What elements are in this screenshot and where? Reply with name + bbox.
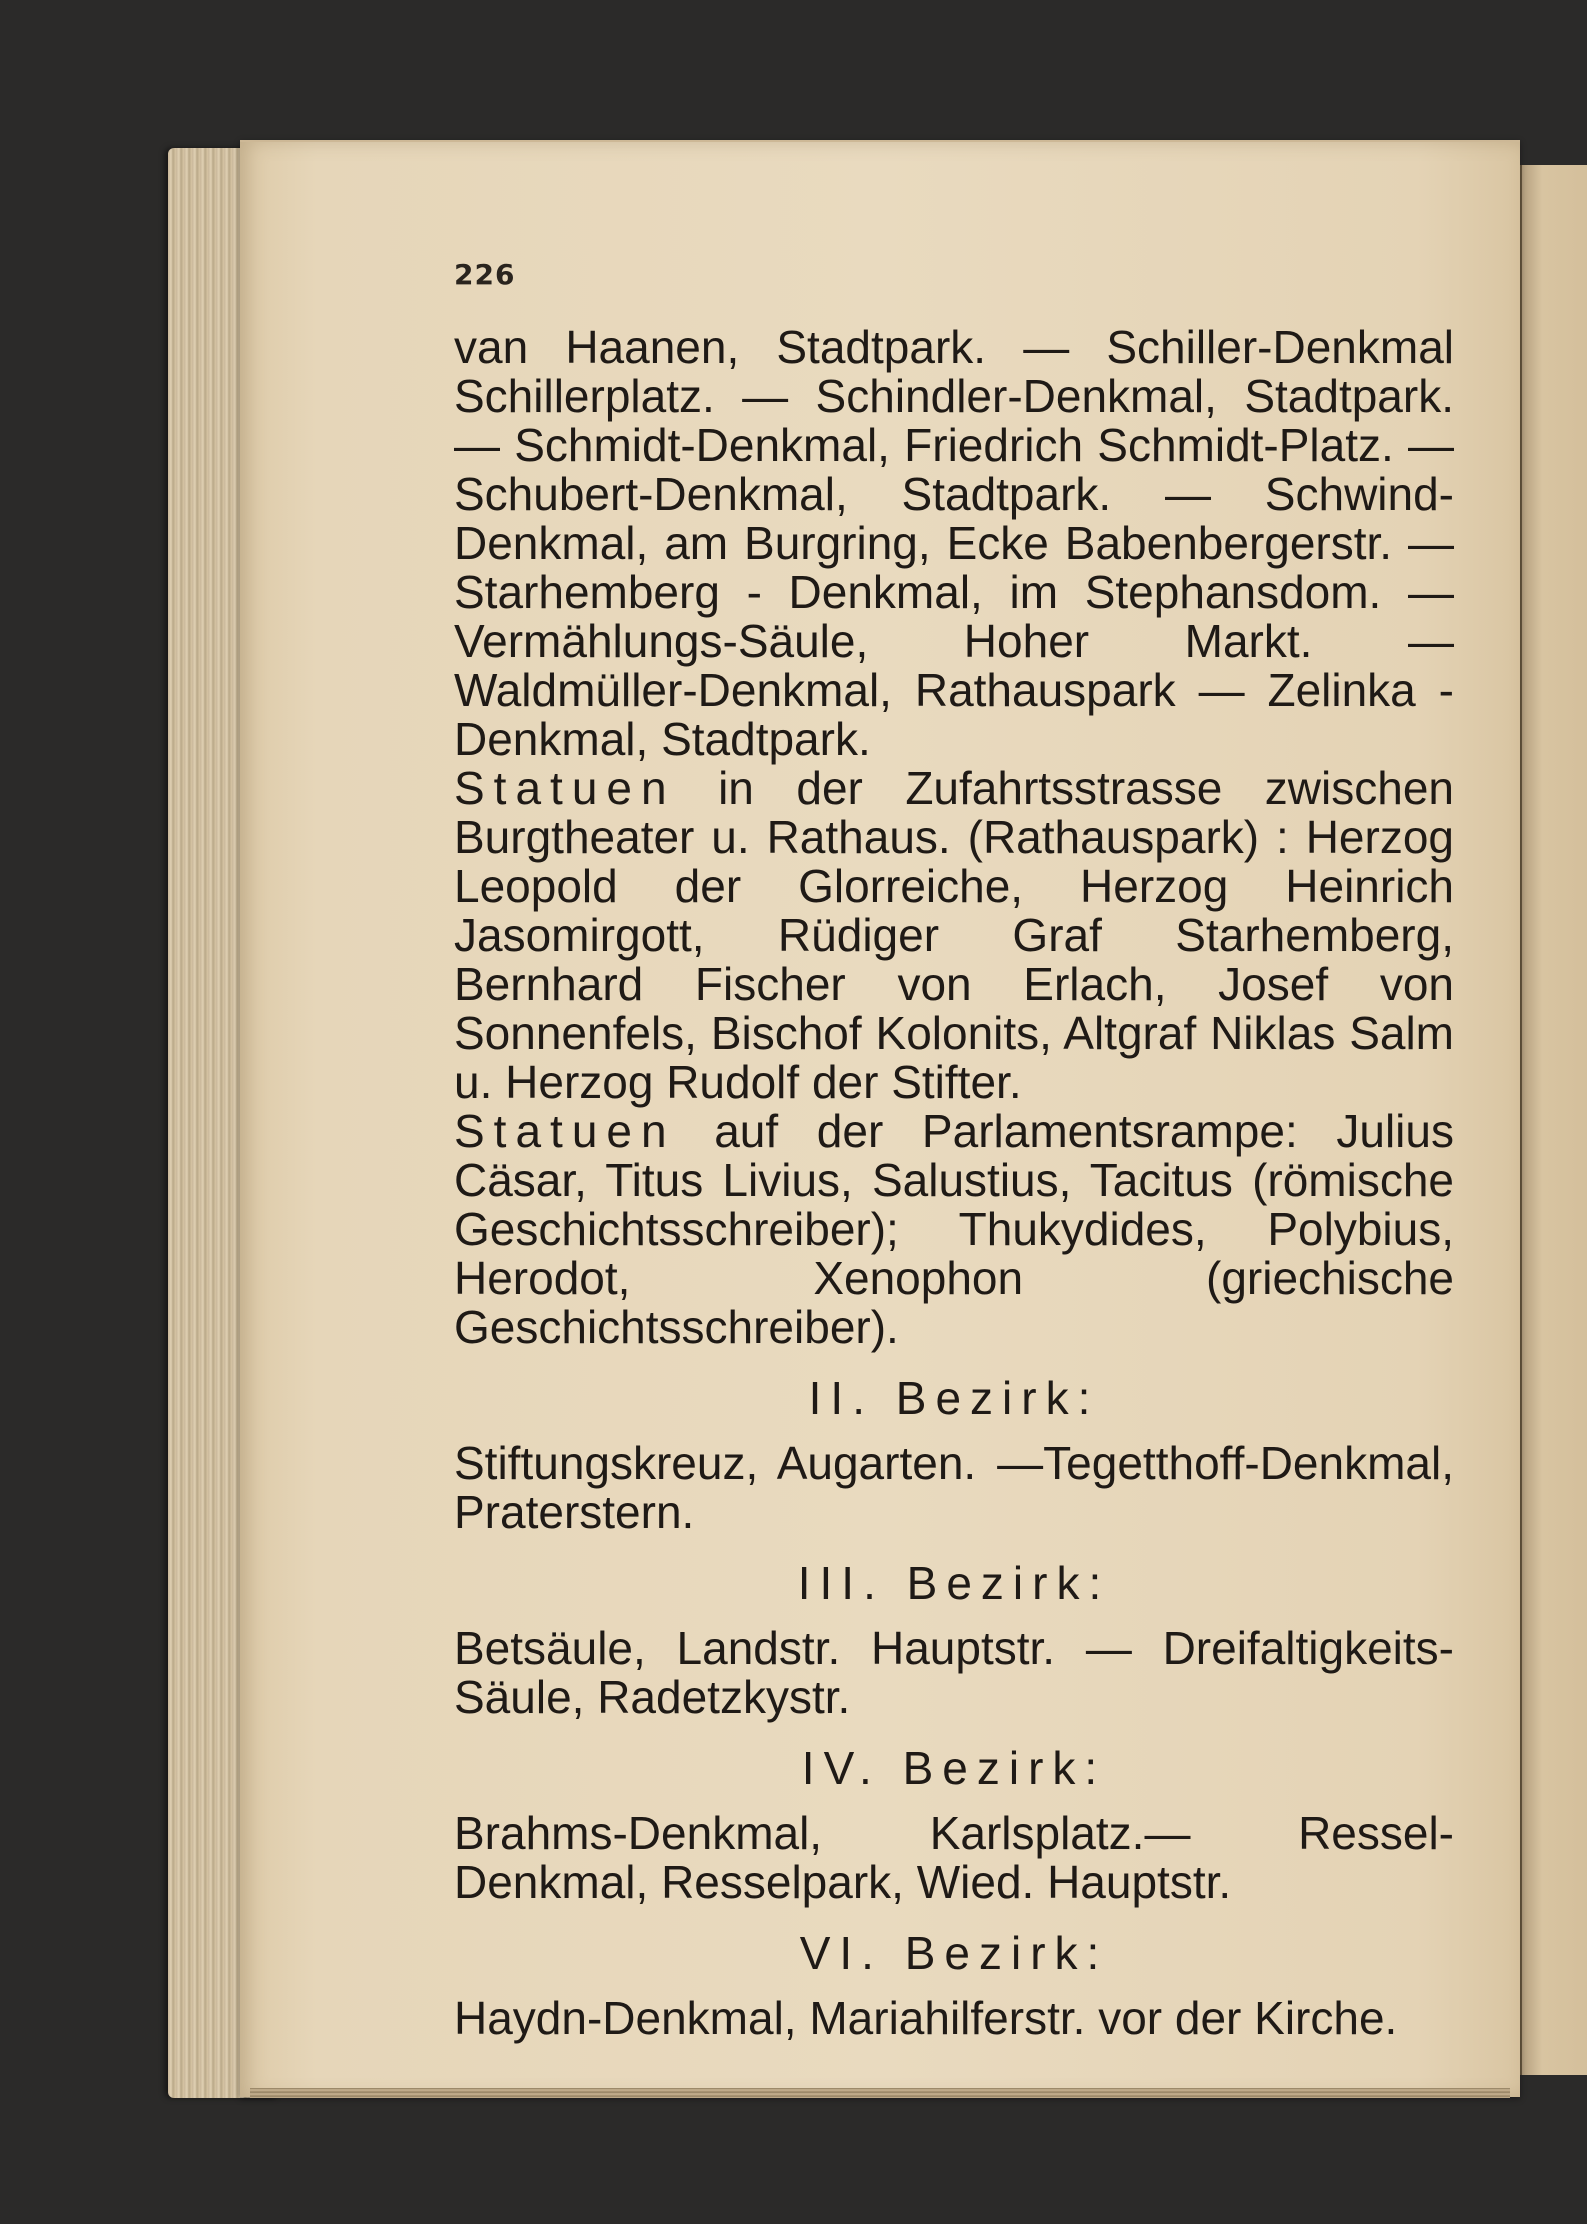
page-bottom-edge — [250, 2088, 1510, 2098]
district-heading-iv: IV. Bezirk: — [801, 1742, 1107, 1794]
paragraph-text: auf der Parlamentsrampe: Julius Cäsar, Titus Livius, Salustius, Tacitus (römische Geschichtsschreiber); Thukydides, Polybius, Herodot, Xenophon (griechische Geschichtsschreiber). — [454, 1105, 1454, 1353]
district-body-iv: Brahms-Denkmal, Karlsplatz.— Ressel-Denkmal, Resselpark, Wied. Hauptstr. — [454, 1807, 1454, 1908]
paragraph-statuen-rathaus — [454, 764, 1454, 1107]
district-body-ii: Stiftungskreuz, Augarten. —Tegetthoff-Denkmal, Praterstern. — [454, 1437, 1454, 1538]
facing-page-edge — [1520, 165, 1587, 2075]
district-heading-vi: VI. Bezirk: — [799, 1927, 1109, 1979]
district-body-iii: Betsäule, Landstr. Hauptstr. — Dreifaltigkeits-Säule, Radetzkystr. — [454, 1622, 1454, 1723]
page-text — [454, 255, 1454, 2043]
spaced-keyword: Statuen — [454, 762, 676, 814]
paragraph-statuen-parlament — [454, 1107, 1454, 1352]
page-number: 226 — [454, 258, 516, 291]
district-heading-iii: III. Bezirk: — [797, 1557, 1111, 1609]
paragraph-monuments-list: van Haanen, Stadtpark. — Schiller-Denkmal Schillerplatz. — Schindler-Denkmal, Stadtpark. — Schmidt-Denkmal, Friedrich Schmidt-Platz. — Schubert-Denkmal, Stadtpark. — Schwind-Denkmal, am Burgring, Ecke Babenbergerstr. — Starhemberg - Denkmal, im Stephansdom. — Vermählungs-Säule, Hoher Markt. — Waldmüller-Denkmal, Rathauspark — Zelinka - Denkmal, Stadtpark. — [454, 321, 1454, 765]
paragraph-text: in der Zufahrtsstrasse zwischen Burgtheater u. Rathaus. (Rathauspark) : Herzog Leopold der Glorreiche, Herzog Heinrich Jasomirgott, Rüdiger Graf Starhemberg, Bernhard Fischer von Erlach, Josef von Sonnenfels, Bischof Kolonits, Altgraf Niklas Salm u. Herzog Rudolf der Stifter. — [454, 762, 1454, 1108]
spaced-keyword: Statuen — [454, 1105, 676, 1157]
district-heading-ii: II. Bezirk: — [808, 1372, 1100, 1424]
district-body-vi: Haydn-Denkmal, Mariahilferstr. vor der Kirche. — [454, 1992, 1398, 2044]
